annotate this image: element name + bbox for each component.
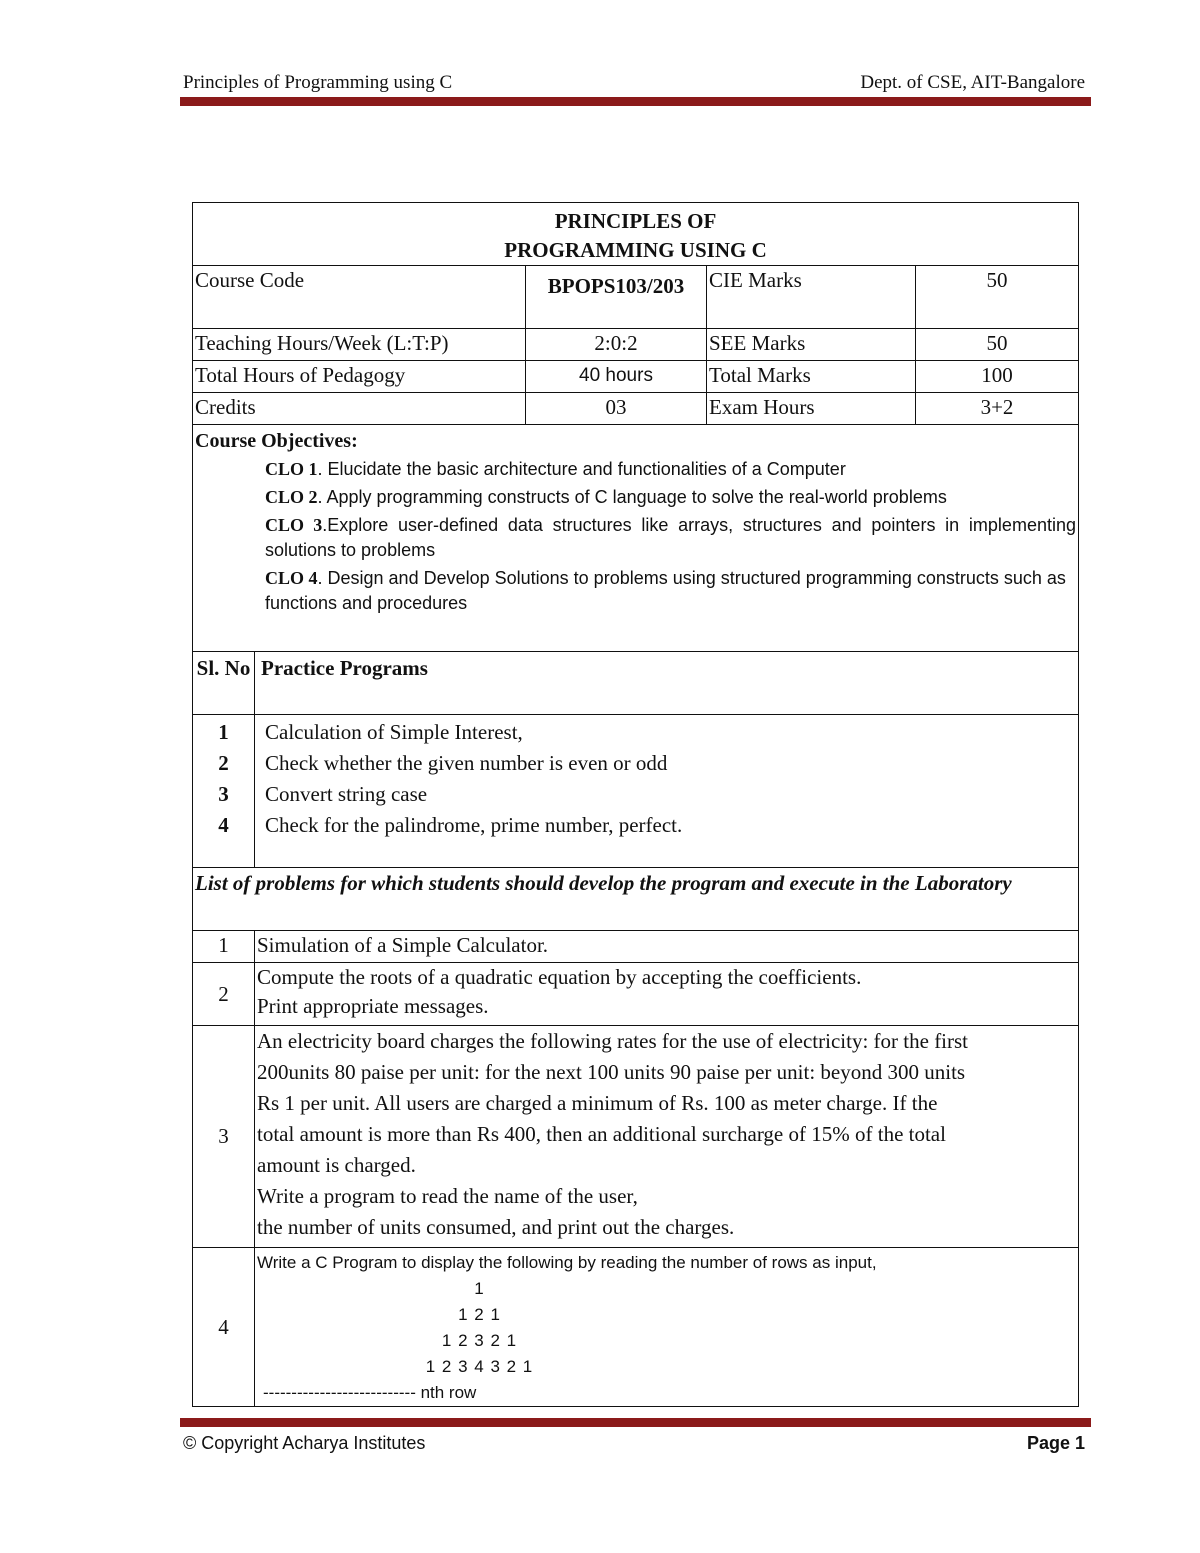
problem-number: 2 — [193, 963, 255, 1026]
practice-col-sl: Sl. No — [193, 652, 255, 715]
practice-item: Check for the palindrome, prime number, perfect. — [265, 813, 683, 837]
info-label: Total Hours of Pedagogy — [193, 361, 526, 393]
info-value: 3+2 — [916, 393, 1079, 425]
practice-number: 1 — [218, 720, 229, 744]
objective-text: .Explore user-defined data structures like arrays, structures and pointers in implementing solutions to problems — [265, 515, 1076, 560]
problem-text — [255, 1026, 1079, 1248]
problem-number: 4 — [193, 1248, 255, 1407]
problem-line: An electricity board charges the following rates for the use of electricity: for the first — [257, 1029, 969, 1053]
course-title-line1: PRINCIPLES OF — [554, 209, 717, 233]
info-value: 03 — [526, 393, 707, 425]
header-title: Principles of Programming using C — [183, 72, 453, 93]
info-label: Teaching Hours/Week (L:T:P) — [193, 329, 526, 361]
pattern-row: 1 2 3 2 1 — [441, 1331, 518, 1350]
objective-item — [195, 485, 1076, 510]
objective-tag: CLO 1 — [265, 459, 318, 479]
number-pattern — [257, 1276, 702, 1380]
course-title-line2: PROGRAMMING USING C — [504, 238, 767, 262]
header-department: Dept. of CSE, AIT-Bangalore — [860, 72, 1085, 93]
problem-line: Print appropriate messages. — [257, 994, 489, 1018]
info-label: Exam Hours — [707, 393, 916, 425]
practice-item: Convert string case — [265, 782, 428, 806]
objective-item — [195, 566, 1076, 616]
problem-line: Write a C Program to display the following by reading the number of rows as input, — [257, 1253, 877, 1272]
info-value: 50 — [916, 266, 1079, 329]
problem-text — [255, 1248, 1079, 1407]
title-row — [193, 203, 1079, 266]
info-label: Total Marks — [707, 361, 916, 393]
course-title — [193, 203, 1079, 266]
footer-page-number: Page 1 — [1026, 1433, 1085, 1453]
practice-number: 4 — [218, 813, 229, 837]
problem-row — [193, 1026, 1079, 1248]
problem-line: total amount is more than Rs 400, then an additional surcharge of 15% of the total — [257, 1122, 946, 1146]
pattern-row: 1 2 1 — [458, 1305, 501, 1324]
info-row — [193, 329, 1079, 361]
objective-tag: CLO 4 — [265, 568, 318, 588]
info-value: 100 — [916, 361, 1079, 393]
problems-heading-row — [193, 868, 1079, 931]
practice-numbers — [193, 715, 255, 868]
objective-item — [195, 457, 1076, 482]
footer-copyright: © Copyright Acharya Institutes — [183, 1433, 426, 1453]
problem-number: 3 — [193, 1026, 255, 1248]
info-label: Credits — [193, 393, 526, 425]
problem-line: amount is charged. — [257, 1153, 416, 1177]
objective-item — [195, 513, 1076, 563]
objectives-cell — [193, 425, 1079, 652]
problem-row — [193, 963, 1079, 1026]
problem-line: Compute the roots of a quadratic equation by accepting the coefficients. — [257, 965, 862, 989]
pattern-row: 1 2 3 4 3 2 1 — [425, 1357, 534, 1376]
practice-number: 2 — [218, 751, 229, 775]
problem-line: Rs 1 per unit. All users are charged a minimum of Rs. 100 as meter charge. If the — [257, 1091, 938, 1115]
pattern-row: 1 — [474, 1279, 485, 1298]
info-label: SEE Marks — [707, 329, 916, 361]
practice-header-row — [193, 652, 1079, 715]
info-row — [193, 361, 1079, 393]
problem-text — [255, 931, 1079, 963]
info-label: CIE Marks — [707, 266, 916, 329]
practice-item: Calculation of Simple Interest, — [265, 720, 523, 744]
problem-text — [255, 963, 1079, 1026]
header-rule — [180, 97, 1091, 106]
practice-items — [255, 715, 1079, 868]
info-label: Course Code — [193, 266, 526, 329]
problem-number: 1 — [193, 931, 255, 963]
info-value: 50 — [916, 329, 1079, 361]
practice-number: 3 — [218, 782, 229, 806]
info-value: 40 hours — [526, 361, 707, 393]
objective-tag: CLO 2 — [265, 487, 318, 507]
problem-line: 200units 80 paise per unit: for the next 100 units 90 paise per unit: beyond 300 units — [257, 1060, 966, 1084]
objectives-heading: Course Objectives: — [195, 430, 358, 452]
problem-line: Simulation of a Simple Calculator. — [257, 933, 549, 957]
problem-row — [193, 1248, 1079, 1407]
info-row — [193, 266, 1079, 329]
objective-text: . Apply programming constructs of C language to solve the real-world problems — [317, 487, 947, 507]
course-table — [192, 202, 1079, 1407]
objective-text: . Design and Develop Solutions to problems using structured programming constructs such as functions and procedures — [265, 568, 1066, 613]
practice-col-title: Practice Programs — [255, 652, 1079, 715]
problems-heading: List of problems for which students should develop the program and execute in the Laboratory — [193, 868, 1079, 931]
problem-line: Write a program to read the name of the user, — [257, 1184, 638, 1208]
objective-text: . Elucidate the basic architecture and functionalities of a Computer — [317, 459, 846, 479]
objective-tag: CLO 3 — [265, 515, 323, 535]
problem-line: the number of units consumed, and print out the charges. — [257, 1215, 735, 1239]
problem-row — [193, 931, 1079, 963]
footer-rule — [180, 1418, 1091, 1427]
info-value: 2:0:2 — [526, 329, 707, 361]
course-code-value: BPOPS103/203 — [526, 266, 707, 329]
info-row — [193, 393, 1079, 425]
practice-row — [193, 715, 1079, 868]
objectives-row — [193, 425, 1079, 652]
practice-item: Check whether the given number is even or odd — [265, 751, 668, 775]
pattern-last-row: --------------------------- nth row — [263, 1383, 477, 1402]
